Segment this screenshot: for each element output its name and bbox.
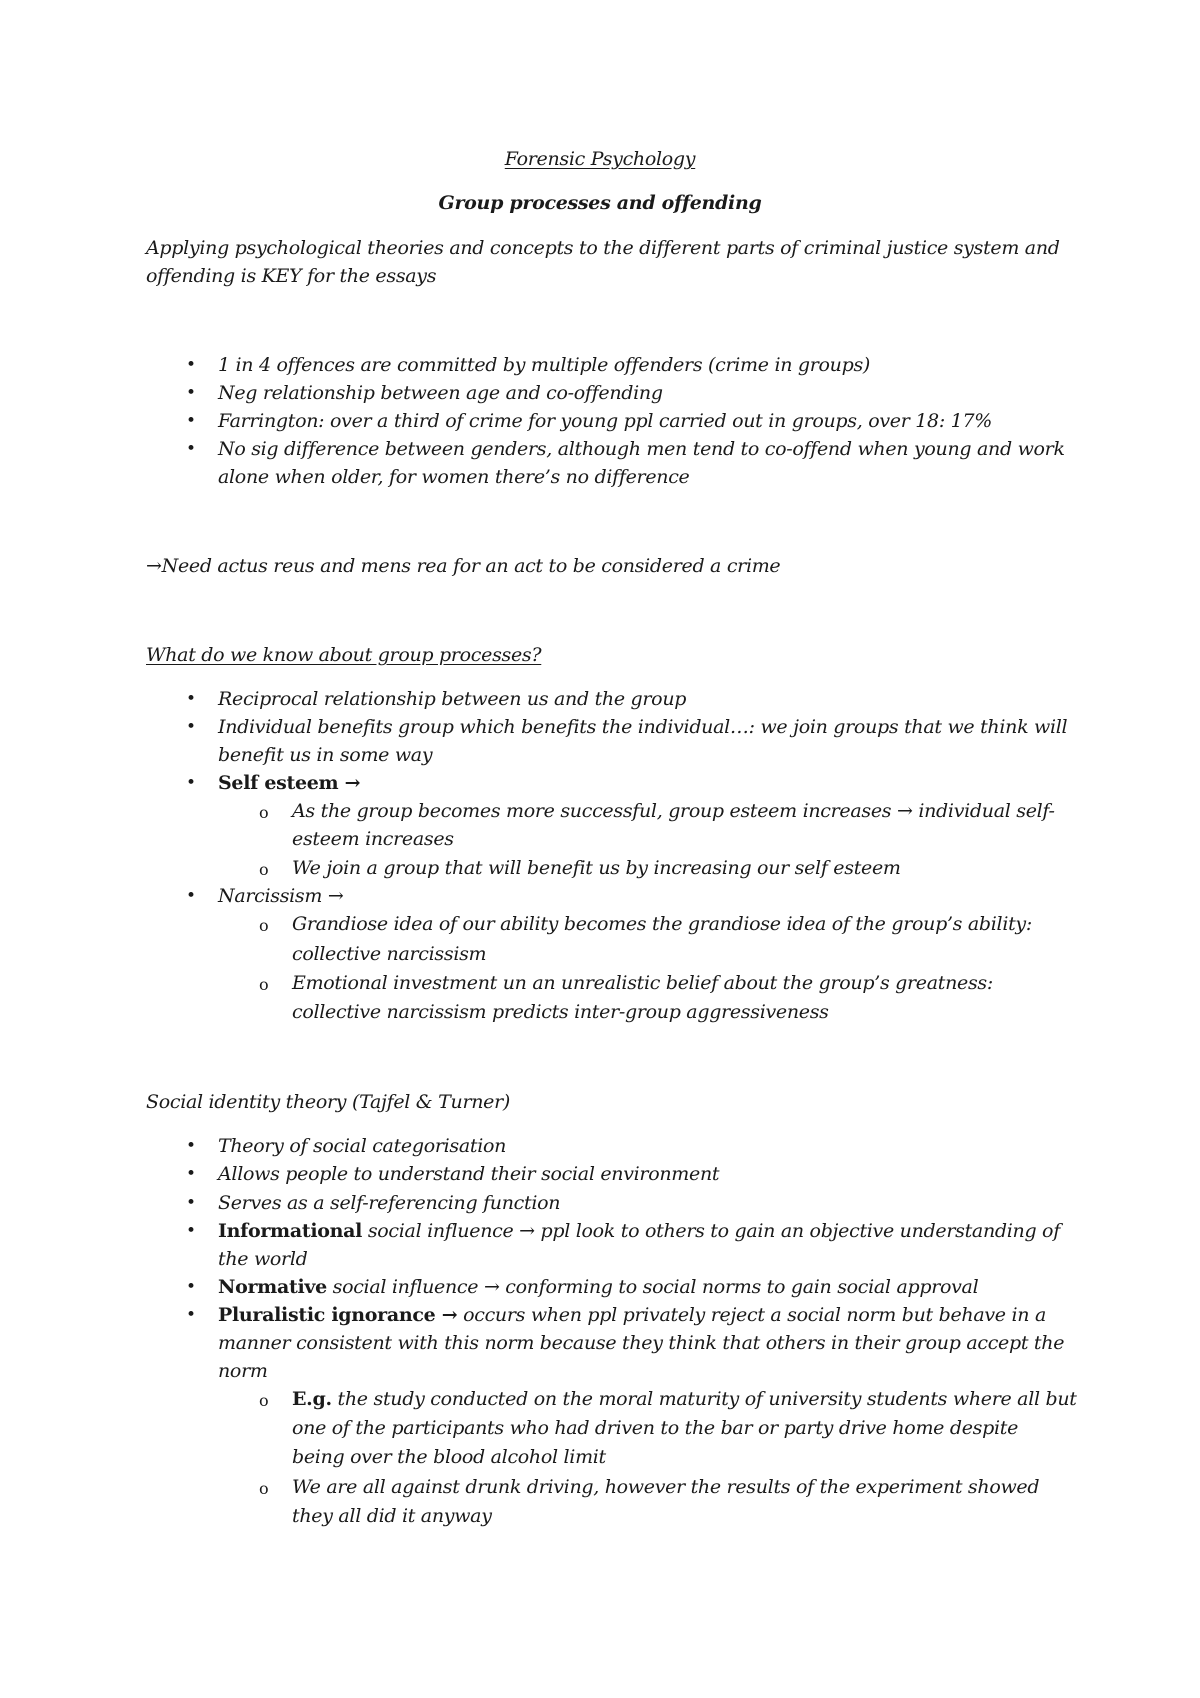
sub-list-item — [292, 1388, 1077, 1410]
list-item-continuation: manner consistent with this norm because they think that others in their group accept the — [218, 1332, 1065, 1354]
term-normative: Normative — [218, 1276, 327, 1298]
bullet-marker: • — [186, 355, 196, 375]
actus-reus-note: →Need actus reus and mens rea for an act to be considered a crime — [146, 555, 781, 577]
sub-bullet-marker: o — [259, 860, 269, 879]
list-item: Individual benefits group which benefits the individual…: we join groups that we think will — [218, 716, 1068, 738]
document-subtitle: Group processes and offending — [438, 192, 762, 214]
sub-bullet-marker: o — [259, 803, 269, 822]
sub-list-item: As the group becomes more successful, group esteem increases → individual self- — [292, 800, 1055, 822]
term-description: social influence → ppl look to others to gain an objective understanding of — [362, 1220, 1060, 1242]
bullet-marker: • — [186, 383, 196, 403]
list-item-continuation: norm — [218, 1360, 268, 1382]
list-item — [218, 1276, 978, 1298]
bullet-marker: • — [186, 717, 196, 737]
list-item: Serves as a self-referencing function — [218, 1192, 561, 1214]
example-text: the study conducted on the moral maturity of university students where all but — [331, 1388, 1077, 1410]
example-label: E.g. — [292, 1388, 332, 1410]
bullet-marker: • — [186, 1164, 196, 1184]
list-item-self-esteem: Self esteem → — [218, 772, 361, 794]
bullet-marker: • — [186, 689, 196, 709]
sub-list-item: We are all against drunk driving, however the results of the experiment showed — [292, 1476, 1040, 1498]
bullet-marker: • — [186, 1305, 196, 1325]
sub-bullet-marker: o — [259, 916, 269, 935]
social-identity-heading: Social identity theory (Tajfel & Turner) — [146, 1091, 511, 1113]
list-item: Farrington: over a third of crime for young ppl carried out in groups, over 18: 17% — [218, 410, 993, 432]
term-pluralistic-ignorance: Pluralistic ignorance → — [218, 1304, 458, 1326]
intro-line: Applying psychological theories and concepts to the different parts of criminal justice system and — [146, 237, 1060, 259]
sub-bullet-marker: o — [259, 975, 269, 994]
intro-line: offending is KEY for the essays — [146, 265, 437, 287]
bullet-marker: • — [186, 1221, 196, 1241]
sub-bullet-marker: o — [259, 1479, 269, 1498]
term-description: social influence → conforming to social norms to gain social approval — [326, 1276, 979, 1298]
list-item: Reciprocal relationship between us and the group — [218, 688, 687, 710]
list-item — [218, 1220, 1060, 1242]
document-title: Forensic Psychology — [504, 148, 696, 170]
list-item-continuation: alone when older, for women there’s no difference — [218, 466, 690, 488]
list-item-continuation: benefit us in some way — [218, 744, 433, 766]
bullet-marker: • — [186, 886, 196, 906]
sub-list-item: Grandiose idea of our ability becomes the grandiose idea of the group’s ability: — [292, 913, 1032, 935]
list-item-continuation: the world — [218, 1248, 308, 1270]
term-description: occurs when ppl privately reject a social norm but behave in a — [457, 1304, 1046, 1326]
list-item-narcissism: Narcissism → — [218, 885, 344, 907]
group-processes-heading: What do we know about group processes? — [146, 644, 542, 666]
term-informational: Informational — [218, 1220, 363, 1242]
list-item — [218, 1304, 1046, 1326]
list-item: Theory of social categorisation — [218, 1135, 507, 1157]
bullet-marker: • — [186, 439, 196, 459]
list-item: 1 in 4 offences are committed by multiple offenders (crime in groups) — [218, 354, 871, 376]
sub-bullet-marker: o — [259, 1391, 269, 1410]
bullet-marker: • — [186, 1136, 196, 1156]
sub-list-item-continuation: one of the participants who had driven to the bar or party drive home despite — [292, 1417, 1019, 1439]
list-item: Allows people to understand their social environment — [218, 1163, 720, 1185]
sub-list-item-continuation: being over the blood alcohol limit — [292, 1446, 606, 1468]
bullet-marker: • — [186, 773, 196, 793]
sub-list-item-continuation: they all did it anyway — [292, 1505, 492, 1527]
sub-list-item-continuation: collective narcissism predicts inter-group aggressiveness — [292, 1001, 829, 1023]
sub-list-item-continuation: esteem increases — [292, 828, 454, 850]
sub-list-item: We join a group that will benefit us by increasing our self esteem — [292, 857, 901, 879]
bullet-marker: • — [186, 1193, 196, 1213]
list-item: No sig difference between genders, although men tend to co-offend when young and work — [218, 438, 1065, 460]
list-item: Neg relationship between age and co-offending — [218, 382, 663, 404]
sub-list-item-continuation: collective narcissism — [292, 943, 487, 965]
sub-list-item: Emotional investment un an unrealistic belief about the group’s greatness: — [292, 972, 993, 994]
bullet-marker: • — [186, 411, 196, 431]
bullet-marker: • — [186, 1277, 196, 1297]
